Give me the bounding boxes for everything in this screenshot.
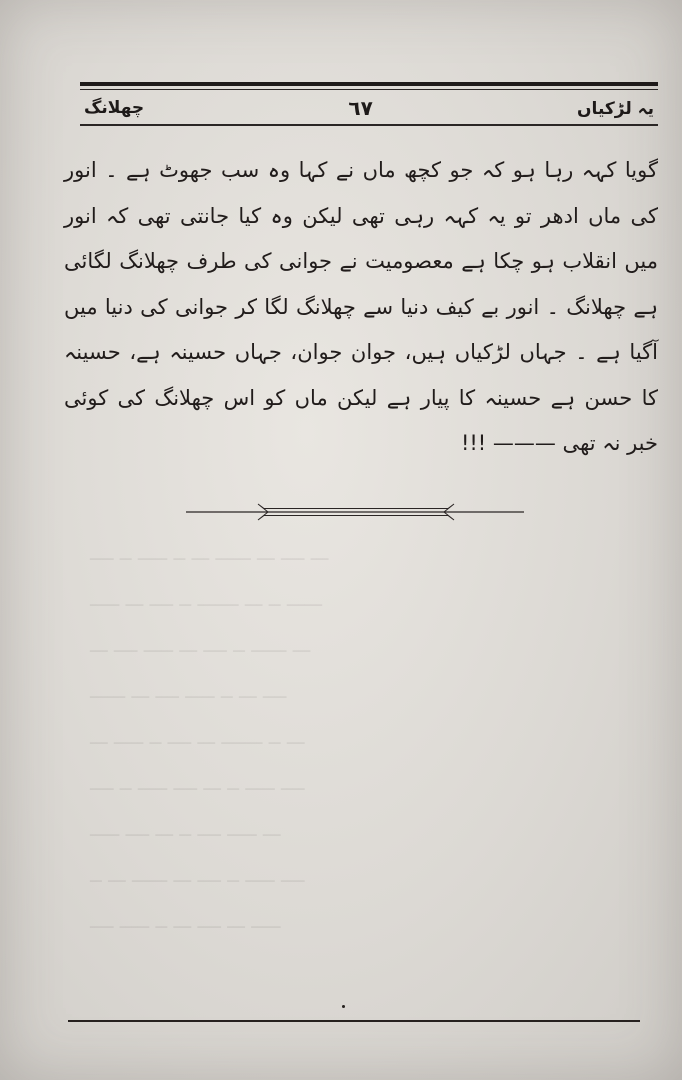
header-rule-thin — [80, 89, 658, 90]
show-through-texture: ــــ ــ ـــــ ــ ـــ ــــــ ـــ ــــ ـــ ـــــ ـــ ــــ ــ ـــــــ ـــ ــ ــــــ ـــ ــــ ـــــ ـــ ــــ ــ ــــــ ـــ ــــــ ـــ ــــ ـــــ ــ ـــ ــــ ـــ ـــــ ــ ــــ ـــ ـــــــ ــ ـــ ــــ ــ ـــــ ــــ ـــ ــ ـــــ ــــ ـــــ ــــ ـــ ــ ــــ ـــــ ـــ ــ ـــ ــــــ ـــ ــــ ــ ـــــ ــــ ــــ ـــــ ــ ـــ ــــ ـــ ـــــ — [90, 541, 329, 933]
header-rule-thick — [80, 82, 658, 86]
body-text — [64, 148, 658, 467]
running-title-left: چھلانگ — [84, 98, 145, 118]
running-header — [84, 94, 654, 122]
running-title-right: یہ لڑکیاں — [577, 98, 654, 119]
section-divider-ornament — [186, 500, 524, 524]
page-number: ٦٧ — [348, 96, 373, 120]
paragraph: گویا کہہ رہا ہو کہ جو کچھ ماں نے کہا وہ سب جھوٹ ہے ۔ انور کی ماں ادھر تو یہ کہہ رہی تھی لیکن وہ کیا جانتی تھی کہ انور میں انقلاب ہو چکا ہے معصومیت نے جوانی کی طرف چھلانگ لگائی ہے چھلانگ ۔ انور بے کیف دنیا سے چھلانگ لگا کر جوانی کی دنیا میں آگیا ہے ۔ جہاں لڑکیاں ہیں، جوان جوان، جہاں حسینہ ہے، حسینہ کا حسن ہے حسینہ کا پیار ہے لیکن ماں کو اس چھلانگ کی کوئی خبر نہ تھی ——— !!! — [64, 158, 658, 455]
bottom-mark — [342, 1005, 345, 1008]
footer-rule — [68, 1020, 640, 1022]
header-rule-bottom — [80, 124, 658, 126]
